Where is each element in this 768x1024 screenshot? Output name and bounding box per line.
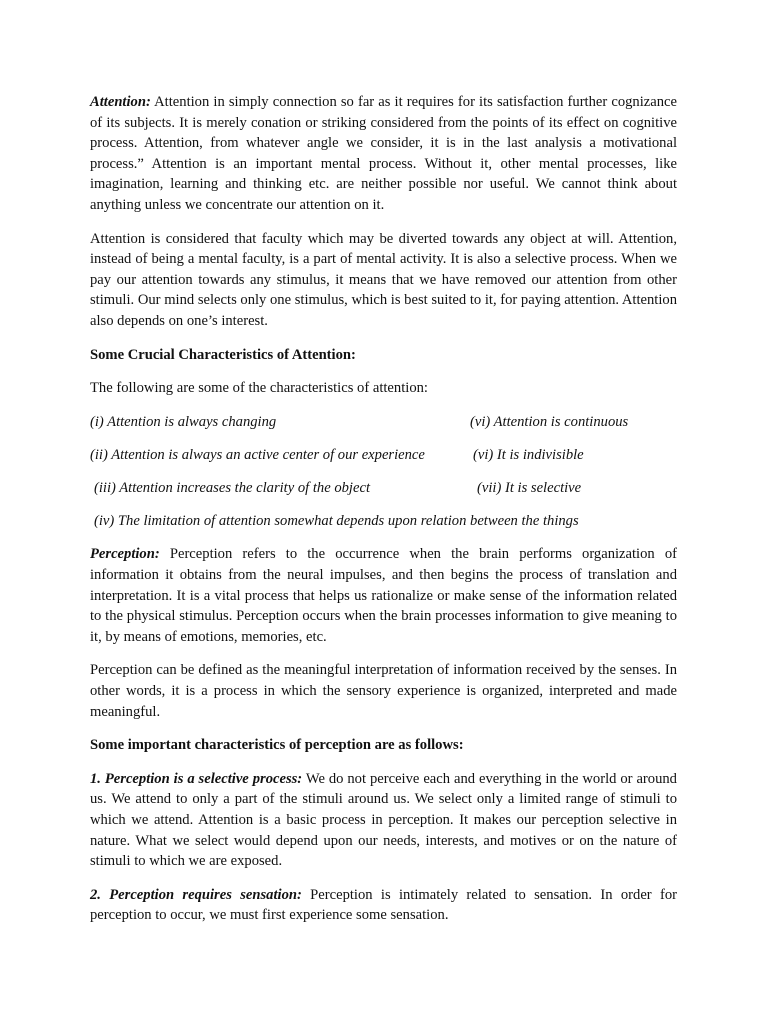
characteristic-row-4	[90, 511, 677, 532]
characteristic-right: (vii) It is selective	[477, 480, 582, 497]
perception-point-text: We do not perceive each and everything in the world or around us. We attend to only a part of the stimuli around us. We select only a limited range of stimuli to which we attend. Attention is a basic process in perception. It makes our perception selective in nature. What we select would depend upon our needs, interests, and motives or on the nature of stimuli to which we are exposed.	[90, 770, 677, 870]
attention-text: Attention in simply connection so far as it requires for its satisfaction further cognizance of its subjects. It is merely conation or striking considered from the points of its effect on cognitive process. Attention, from whatever angle we consider, it is in the last analysis a motivational process.” Attention is an important mental process. Without it, other mental processes, like imagination, learning and thinking etc. are neither possible nor useful. We cannot think about anything unless we concentrate our attention on it.	[90, 94, 677, 213]
attention-paragraph	[90, 92, 677, 216]
attention-characteristics-intro: The following are some of the characteristics of attention:	[90, 380, 428, 397]
perception-paragraph-2: Perception can be defined as the meaningful interpretation of information received by the senses. In other words, it is a process in which the sensory experience is organized, interpreted and made meaningful.	[90, 662, 677, 720]
perception-point-text: Perception is intimately related to sensation. In order for perception to occur, we must first experience some sensation.	[90, 886, 677, 924]
perception-lead: Perception:	[90, 546, 160, 563]
document-page	[90, 92, 677, 939]
attention-characteristics-heading: Some Crucial Characteristics of Attention:	[90, 346, 356, 363]
characteristic-left: (iii) Attention increases the clarity of the object	[94, 480, 370, 497]
characteristic-left: (i) Attention is always changing	[90, 413, 277, 430]
perception-paragraph	[90, 544, 677, 647]
characteristic-row-2	[90, 445, 677, 466]
characteristic-right: (vi) Attention is continuous	[470, 413, 629, 430]
attention-paragraph-2: Attention is considered that faculty which may be diverted towards any object at will. Attention, instead of being a mental faculty, is a part of mental activity. It is also a selective process. When we pay our attention towards any stimulus, it means that we have removed our attention from other stimuli. Our mind selects only one stimulus, which is best suited to it, for paying attention. Attention also depends on one’s interest.	[90, 230, 677, 329]
characteristic-row-1	[90, 412, 677, 433]
characteristic-row-3	[90, 478, 677, 499]
attention-lead: Attention:	[90, 94, 151, 110]
perception-point-lead: 1. Perception is a selective process:	[90, 770, 303, 787]
perception-point-lead: 2. Perception requires sensation:	[90, 886, 302, 903]
perception-text: Perception refers to the occurrence when the brain performs organization of information it obtains from the neural impulses, and then begins the process of translation and interpretation. It is a vital process that helps us rationalize or make sense of the information related to the physical stimulus. Perception occurs when the brain processes information to give meaning to it, by means of emotions, memories, etc.	[90, 546, 677, 645]
perception-point-1	[90, 769, 677, 872]
perception-characteristics-heading: Some important characteristics of perception are as follows:	[90, 737, 464, 754]
perception-point-2	[90, 885, 677, 926]
characteristic-left: (ii) Attention is always an active center of our experience	[90, 446, 425, 463]
characteristic-right: (vi) It is indivisible	[473, 446, 584, 463]
characteristic-left: (iv) The limitation of attention somewhat depends upon relation between the things	[94, 513, 579, 530]
